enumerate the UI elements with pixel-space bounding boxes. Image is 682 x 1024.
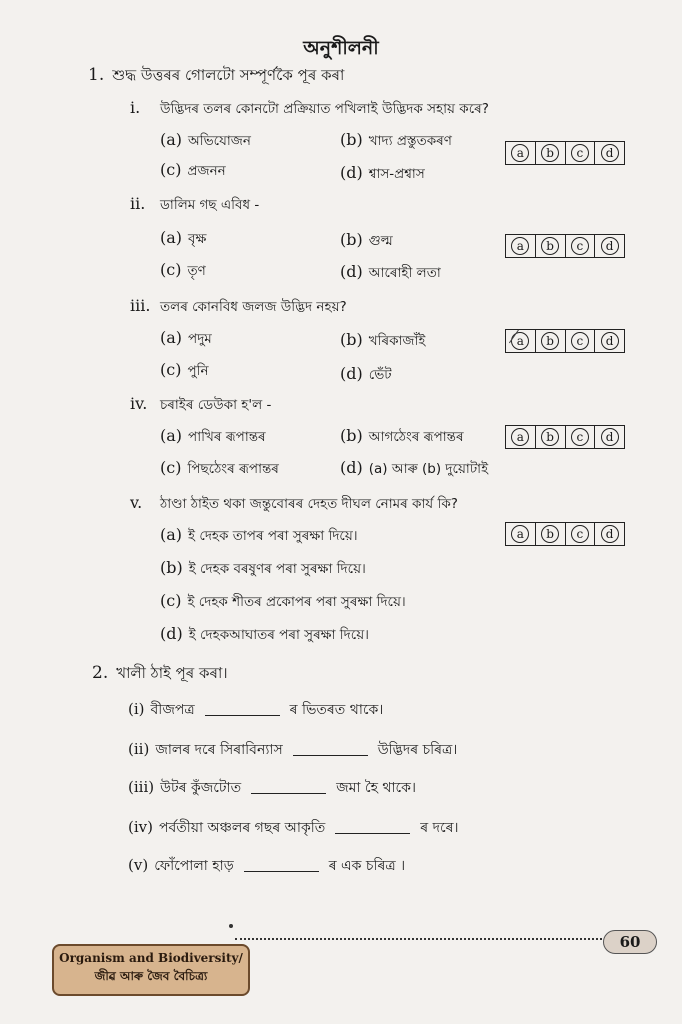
choice-b[interactable]: b [536,426,566,448]
option-iv-a: (a) পাখিৰ ৰূপান্তৰ [160,426,266,445]
fill-blank-iv: (iv) পৰ্বতীয়া অঞ্চলৰ গছৰ আকৃতি ৰ দৰে। [128,818,459,836]
choice-a[interactable]: a [506,426,536,448]
sub-question-i: i. উদ্ভিদৰ তলৰ কোনটো প্ৰক্ৰিয়াত পখিলাই উদ্ভিদক সহায় কৰে? [130,98,489,117]
option-ii-b: (b) গুল্ম [340,230,393,249]
choice-d[interactable]: d [595,426,624,448]
choice-a[interactable]: a [506,235,536,257]
blank-input[interactable] [205,715,280,716]
option-i-d: (d) শ্বাস-প্ৰশ্বাস [340,163,425,182]
choice-b[interactable]: b [536,142,566,164]
option-iii-b: (b) খৰিকাজাঁই [340,330,426,349]
answer-box-iii [505,329,625,353]
blank-input[interactable] [335,833,410,834]
option-iii-c: (c) পুনি [160,360,209,379]
choice-d[interactable]: d [595,235,624,257]
option-v-c: (c) ই দেহক শীতৰ প্ৰকোপৰ পৰা সুৰক্ষা দিয়ে। [160,591,406,610]
option-v-b: (b) ই দেহক বৰষুণৰ পৰা সুৰক্ষা দিয়ে। [160,558,366,577]
blank-input[interactable] [244,871,319,872]
option-v-d: (d) ই দেহকআঘাতৰ পৰা সুৰক্ষা দিয়ে। [160,624,369,643]
answer-box-v [505,522,625,546]
choice-a[interactable]: a [506,523,536,545]
choice-c[interactable]: c [566,426,596,448]
question-number: 1. [88,65,105,85]
sub-question-ii: ii. ডালিম গছ এবিধ - [130,194,260,213]
choice-c[interactable]: c [566,235,596,257]
choice-d[interactable]: d [595,523,624,545]
option-iv-c: (c) পিছঠেংৰ ৰূপান্তৰ [160,458,279,477]
choice-a[interactable]: a [506,142,536,164]
option-ii-d: (d) আৰোহী লতা [340,262,441,281]
chapter-title-english: Organism and Biodiversity/ [59,951,243,965]
answer-box-iv [505,425,625,449]
chapter-title-assamese: জীৱ আৰু জৈব বৈচিত্ৰ্য [94,969,208,983]
fill-blank-ii: (ii) জালৰ দৰে সিৰাবিন্যাস উদ্ভিদৰ চৰিত্ৰ। [128,740,458,758]
option-ii-a: (a) বৃক্ষ [160,228,207,247]
decorative-dot [229,924,233,928]
choice-c[interactable]: c [566,142,596,164]
page-number: 60 [603,930,657,954]
choice-d[interactable]: d [595,330,624,352]
choice-a-marked[interactable]: a [506,330,536,352]
option-iii-d: (d) ভেঁট [340,364,392,383]
option-iv-d: (d) (a) আৰু (b) দুয়োটাই [340,458,489,477]
option-iv-b: (b) আগঠেংৰ ৰূপান্তৰ [340,426,464,445]
choice-c[interactable]: c [566,330,596,352]
fill-blank-iii: (iii) উটৰ কুঁজটোত জমা হৈ থাকে। [128,778,416,796]
question-1-heading [88,64,344,89]
choice-c[interactable]: c [566,523,596,545]
question-text: শুদ্ধ উত্তৰৰ গোলটো সম্পূৰ্ণকৈ পূৰ কৰা [112,66,345,84]
fill-blank-v: (v) ফোঁপোলা হাড় ৰ এক চৰিত্ৰ । [128,856,406,874]
answer-box-ii [505,234,625,258]
choice-b[interactable]: b [536,330,566,352]
choice-b[interactable]: b [536,235,566,257]
sub-question-v: v. ঠাণ্ডা ঠাইত থকা জন্তুবোৰৰ দেহত দীঘল নোমৰ কাৰ্য কি? [130,493,458,512]
option-iii-a: (a) পদুম [160,328,212,347]
answer-box-i [505,141,625,165]
footer-dotted-line [235,938,610,940]
question-2-heading: 2. খালী ঠাই পূৰ কৰা। [92,663,228,683]
fill-blank-i: (i) বীজপত্ৰ ৰ ভিতৰত থাকে। [128,700,384,718]
option-i-a: (a) অভিযোজন [160,130,251,149]
option-v-a: (a) ই দেহক তাপৰ পৰা সুৰক্ষা দিয়ে। [160,525,358,544]
choice-d[interactable]: d [595,142,624,164]
blank-input[interactable] [251,793,326,794]
sub-question-iii: iii. তলৰ কোনবিধ জলজ উদ্ভিদ নহয়? [130,296,347,315]
chapter-badge [52,944,250,996]
option-i-c: (c) প্ৰজনন [160,160,226,179]
choice-b[interactable]: b [536,523,566,545]
blank-input[interactable] [293,755,368,756]
option-ii-c: (c) তৃণ [160,260,206,279]
sub-question-iv: iv. চৰাইৰ ডেউকা হ'ল - [130,394,272,413]
page-title: অনুশীলনী [303,37,379,59]
option-i-b: (b) খাদ্য প্ৰস্তুতকৰণ [340,130,452,149]
